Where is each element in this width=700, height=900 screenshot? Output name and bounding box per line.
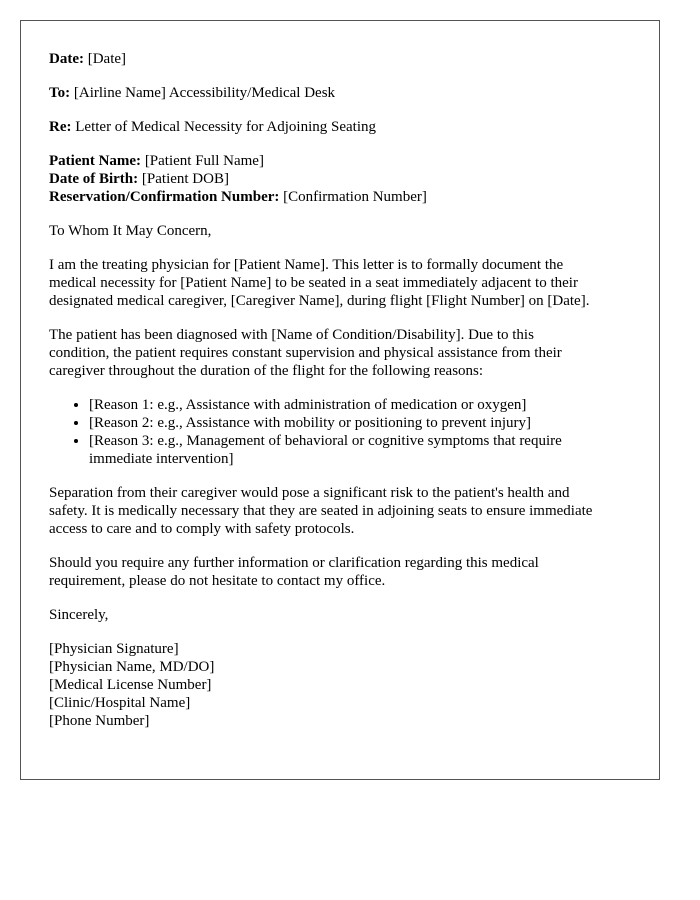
phone-number: [Phone Number]	[49, 713, 150, 729]
paragraph-risk	[49, 484, 631, 538]
patient-name-value: [Patient Full Name]	[144, 153, 264, 169]
reservation-label: Reservation/Confirmation Number:	[49, 189, 280, 205]
signature-block	[49, 640, 631, 730]
physician-name: [Physician Name, MD/DO]	[49, 659, 215, 675]
reason-line: • [Reason 2: e.g., Assistance with mobility or positioning to prevent injury]	[89, 415, 532, 431]
clinic-name: [Clinic/Hospital Name]	[49, 695, 191, 711]
reason-line: immediate intervention]	[89, 451, 234, 467]
paragraph-line: Should you require any further information or clarification regarding this medical	[49, 555, 539, 571]
paragraph-line: Separation from their caregiver would pose a significant risk to the patient's health and	[49, 485, 570, 501]
paragraph-diagnosis	[49, 326, 631, 380]
patient-info	[49, 152, 631, 206]
re-label: Re:	[49, 119, 72, 135]
paragraph-line: caregiver throughout the duration of the flight for the following reasons:	[49, 363, 484, 379]
reasons-list	[49, 396, 631, 468]
paragraph-line: condition, the patient requires constant supervision and physical assistance from their	[49, 345, 562, 361]
patient-name-line	[49, 152, 631, 170]
paragraph-line: access to care and to comply with safety protocols.	[49, 521, 355, 537]
re-line	[49, 118, 631, 136]
to-label: To:	[49, 85, 71, 101]
paragraph-line: designated medical caregiver, [Caregiver Name], during flight [Flight Number] on [Date].	[49, 293, 590, 309]
reason-line: • [Reason 3: e.g., Management of behavioral or cognitive symptoms that require	[89, 433, 562, 449]
patient-dob-line	[49, 170, 631, 188]
paragraph-line: medical necessity for [Patient Name] to be seated in a seat immediately adjacent to their	[49, 275, 578, 291]
date-value: [Date]	[87, 51, 127, 67]
reason-item	[89, 432, 631, 468]
to-line	[49, 84, 631, 102]
patient-dob-value: [Patient DOB]	[141, 171, 229, 187]
re-value: Letter of Medical Necessity for Adjoining Seating	[75, 119, 377, 135]
paragraph-line: safety. It is medically necessary that they are seated in adjoining seats to ensure immediate	[49, 503, 593, 519]
salutation: To Whom It May Concern,	[49, 223, 212, 239]
to-value: [Airline Name] Accessibility/Medical Desk	[73, 85, 336, 101]
paragraph-line: The patient has been diagnosed with [Name of Condition/Disability]. Due to this	[49, 327, 534, 343]
paragraph-contact	[49, 554, 631, 590]
reason-line: • [Reason 1: e.g., Assistance with administration of medication or oxygen]	[89, 397, 527, 413]
letter-document	[20, 20, 660, 780]
reason-item	[89, 414, 631, 432]
reservation-line	[49, 188, 631, 206]
medical-license-number: [Medical License Number]	[49, 677, 212, 693]
patient-dob-label: Date of Birth:	[49, 171, 139, 187]
reservation-value: [Confirmation Number]	[283, 189, 427, 205]
paragraph-line: requirement, please do not hesitate to contact my office.	[49, 573, 386, 589]
closing: Sincerely,	[49, 607, 109, 623]
reason-item	[89, 396, 631, 414]
paragraph-line: I am the treating physician for [Patient Name]. This letter is to formally document the	[49, 257, 564, 273]
date-label: Date:	[49, 51, 84, 67]
paragraph-intro	[49, 256, 631, 310]
physician-signature: [Physician Signature]	[49, 641, 179, 657]
patient-name-label: Patient Name:	[49, 153, 142, 169]
date-line	[49, 50, 631, 68]
